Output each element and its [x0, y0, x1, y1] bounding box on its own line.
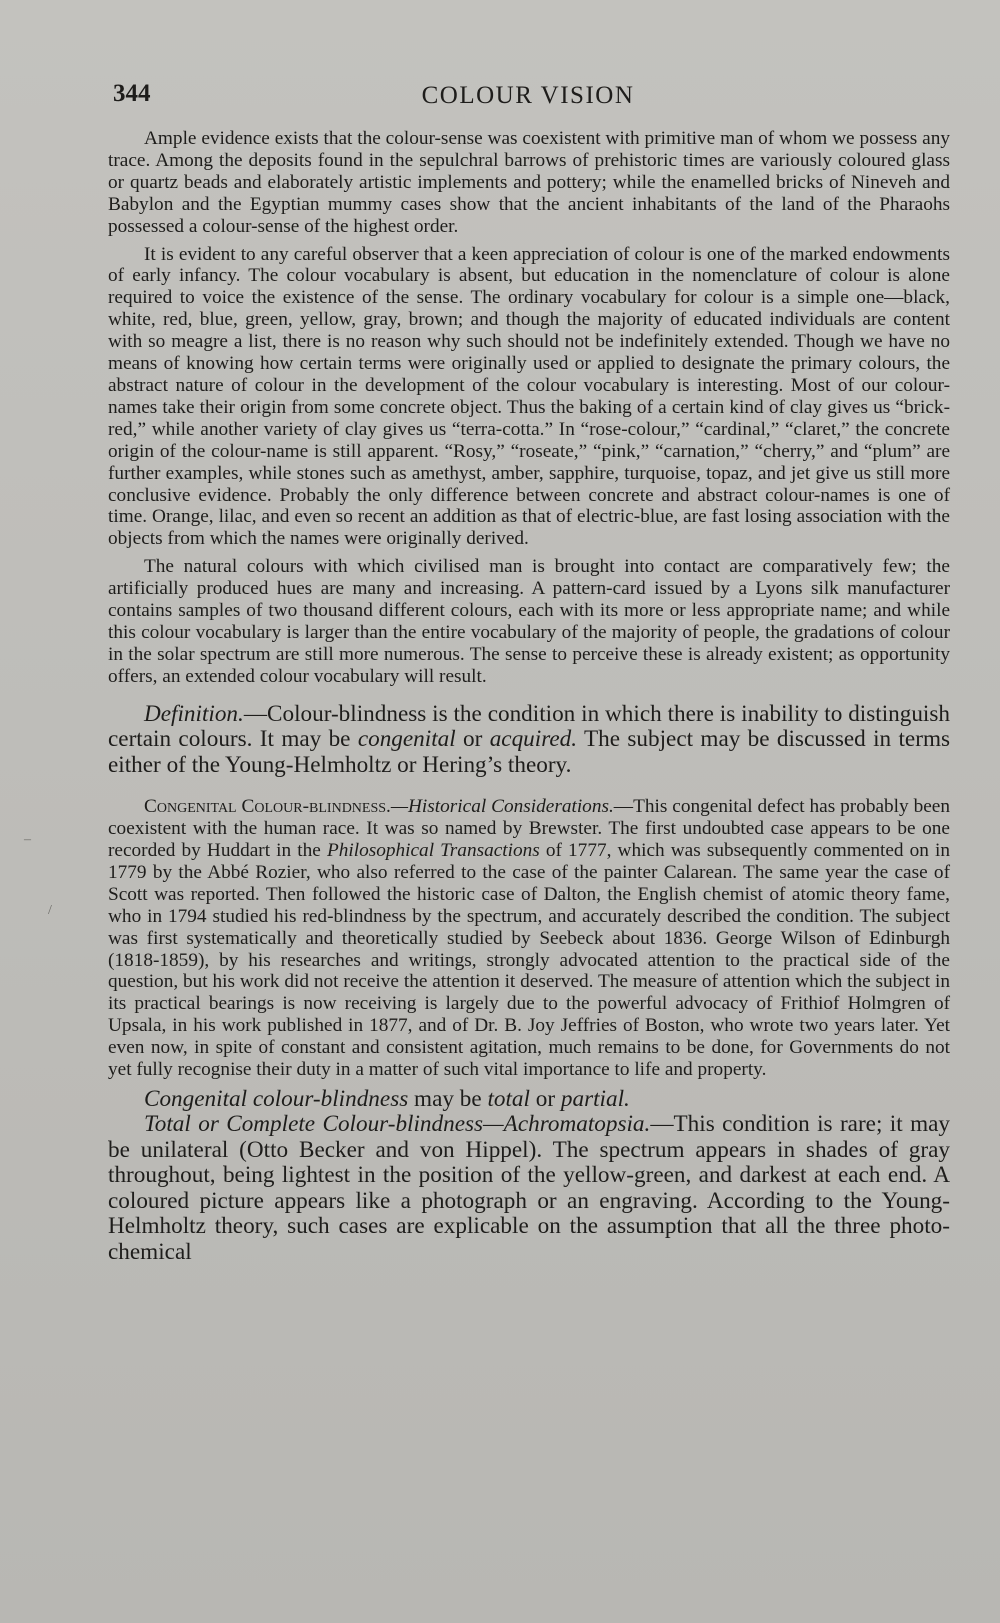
- congenital-text: —This congenital defect has probably been coexistent with the human race. It was so named by Brewster. The first undoubted case appears to be one recorded by Huddart in the: [108, 796, 950, 861]
- definition-or: or: [455, 726, 490, 753]
- subheading-historical: —Historical Considerations.: [390, 796, 614, 818]
- term-acquired: acquired.: [489, 726, 578, 753]
- total-lead: Total or Complete Colour-blindness—Achromatopsia.: [144, 1111, 651, 1138]
- paragraph-types: [108, 1087, 950, 1113]
- page-number: 344: [113, 80, 151, 107]
- journal-title: Philosophical Transactions: [326, 839, 540, 861]
- definition-text-end: The subject may be discussed in terms either of the Young-Helmholtz or Hering’s theory.: [108, 726, 950, 778]
- term-partial: partial.: [560, 1085, 630, 1112]
- definition-text: —Colour-blindness is the condition in which there is inability to distinguish certain colours. It may be: [108, 700, 950, 753]
- term-total: total: [487, 1085, 530, 1112]
- running-head: COLOUR VISION: [421, 82, 635, 109]
- paragraph-total-colour-blindness: [108, 1112, 950, 1265]
- margin-mark: –: [24, 832, 31, 847]
- paragraph-congenital-history: [108, 796, 950, 1081]
- total-text: —This condition is rare; it may be unilateral (Otto Becker and von Hippel). The spectrum appears in shades of gray throughout, being lightest in the position of the yellow-green, and darkest at each end. A coloured picture appears like a photograph or an engraving. According to the Young-Helmholtz theory, such cases are explicable on the assumption that all the three photo-chemical: [108, 1111, 950, 1265]
- paragraph-colour-sense-antiquity: Ample evidence exists that the colour-sense was coexistent with primitive man of whom we possess any trace. Among the deposits found in the sepulchral barrows of prehistoric times are variously coloured glass or quartz beads and elaborately artistic implements and pottery; while the enamelled bricks of Nineveh and Babylon and the Egyptian mummy cases show that the ancient inhabitants of the land of the Pharaohs possessed a colour-sense of the highest order.: [108, 128, 950, 237]
- body-text: [108, 128, 950, 1265]
- types-lead: Congenital colour-blindness: [144, 1085, 409, 1112]
- paragraph-natural-colours: The natural colours with which civilised man is brought into contact are comparatively few; the artificially produced hues are many and increasing. A pattern-card issued by a Lyons silk manufacturer contains samples of two thousand different colours, each with its more or less appropriate name; and while this colour vocabulary is larger than the entire vocabulary of the majority of people, the gradations of colour in the solar spectrum are still more numerous. The sense to perceive these is already existent; as opportunity offers, an extended colour vocabulary will result.: [108, 556, 950, 687]
- margin-mark: /: [48, 903, 52, 918]
- paragraph-definition: [108, 702, 950, 779]
- section-heading-congenital: Congenital Colour-blindness.: [144, 796, 391, 818]
- term-congenital: congenital: [357, 726, 456, 753]
- page-header: [113, 80, 943, 120]
- congenital-text-end: of 1777, which was subsequently commented on in 1779 by the Abbé Rozier, who also referred to the case of the painter Calarean. The same year the case of Scott was reported. Then followed the historic case of Dalton, the English chemist of atomic theory fame, who in 1794 studied his red-blindness by the spectrum, and accurately described the condition. The subject was first systematically and theoretically studied by Seebeck about 1836. George Wilson of Edinburgh (1818-1859), by his researches and writings, strongly advocated attention to the practical side of the question, but his work did not receive the attention it deserved. The measure of attention which the subject in its practical bearings is now receiving is largely due to the powerful advocacy of Frithiof Holmgren of Upsala, in his work published in 1877, and of Dr. B. Joy Jeffries of Boston, who wrote two years later. Yet even now, in spite of constant and consistent agitation, much remains to be done, for Governments do not yet fully recognise their duty in a matter of such vital importance to life and property.: [108, 839, 951, 1081]
- paragraph-colour-vocabulary: It is evident to any careful observer that a keen appreciation of colour is one of the marked endowments of early infancy. The colour vocabulary is absent, but education in the nomenclature of colour is alone required to voice the existence of the sense. The ordinary vocabulary for colour is a simple one—black, white, red, blue, green, yellow, gray, brown; and though the majority of educated individuals are content with so meagre a list, there is no reason why such should not be indefinitely extended. Though we have no means of knowing how certain terms were originally used or applied to designate the primary colours, the abstract nature of colour in the development of the colour vocabulary is interesting. Most of our colour-names take their origin from some concrete object. Thus the baking of a certain kind of clay gives us “brick-red,” while another variety of clay gives us “terra-cotta.” In “rose-colour,” “cardinal,” “claret,” the concrete origin of the colour-name is still apparent. “Rosy,” “roseate,” “pink,” “carnation,” “cherry,” and “plum” are further examples, while stones such as amethyst, amber, sapphire, turquoise, topaz, and jet give us still more conclusive evidence. Probably the only difference between concrete and abstract colour-names is one of time. Orange, lilac, and even so recent an addition as that of electric-blue, are fast losing association with the objects from which the names were originally derived.: [108, 243, 950, 550]
- types-or: or: [529, 1085, 561, 1112]
- definition-label: Definition.: [144, 700, 244, 727]
- types-text: may be: [408, 1085, 488, 1112]
